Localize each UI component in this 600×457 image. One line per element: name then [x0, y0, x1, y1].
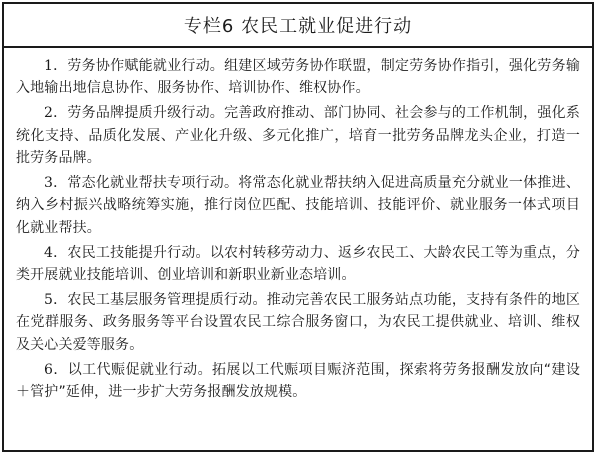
paragraph-5-lead: 5．农民工基层服务管理提质行动。	[44, 292, 267, 309]
paragraph-4-lead: 4．农民工技能提升行动。	[44, 244, 210, 261]
paragraph-5	[16, 289, 580, 356]
paragraph-6	[16, 359, 580, 404]
paragraph-2	[16, 102, 580, 169]
column-box	[2, 2, 594, 452]
paragraph-6-body: 拓展以工代赈项目赈济范围，探索将劳务报酬发放向“建设＋管护”延伸，进一步扩大劳务报酬发放规模。	[16, 361, 580, 401]
paragraph-3-body: 将常态化就业帮扶纳入促进高质量充分就业一体推进、纳入乡村振兴战略统筹实施，推行岗位匹配、技能培训、技能评价、就业服务一体式项目化就业帮扶。	[16, 175, 580, 236]
paragraph-1	[16, 55, 580, 100]
paragraph-1-lead: 1．劳务协作赋能就业行动。	[44, 58, 225, 74]
paragraph-4	[16, 242, 580, 287]
paragraph-3-lead: 3．常态化就业帮扶专项行动。	[44, 175, 239, 192]
paragraph-2-body: 完善政府推动、部门协同、社会参与的工作机制，强化系统化支持、品质化发展、产业化升级、多元化推广，培育一批劳务品牌龙头企业，打造一批劳务品牌。	[16, 105, 581, 167]
paragraph-2-lead: 2．劳务品牌提质升级行动。	[44, 105, 225, 122]
paragraph-5-body: 推动完善农民工服务站点功能，支持有条件的地区在党群服务、政务服务等平台设置农民工综合服务窗口，为农民工提供就业、培训、维权及关心关爱等服务。	[16, 292, 580, 353]
paragraph-3	[16, 172, 580, 239]
paragraph-6-lead: 6．以工代赈促就业行动。	[44, 361, 212, 378]
box-title: 专栏6 农民工就业促进行动	[4, 4, 592, 48]
box-content	[4, 48, 592, 404]
paragraph-4-body: 以农村转移劳动力、返乡农民工、大龄农民工等为重点，分类开展就业技能培训、创业培训和新职业新业态培训。	[16, 244, 580, 284]
paragraph-1-body: 组建区域劳务协作联盟，制定劳务协作指引，强化劳务输入地输出地信息协作、服务协作、培训协作、维权协作。	[16, 58, 581, 97]
